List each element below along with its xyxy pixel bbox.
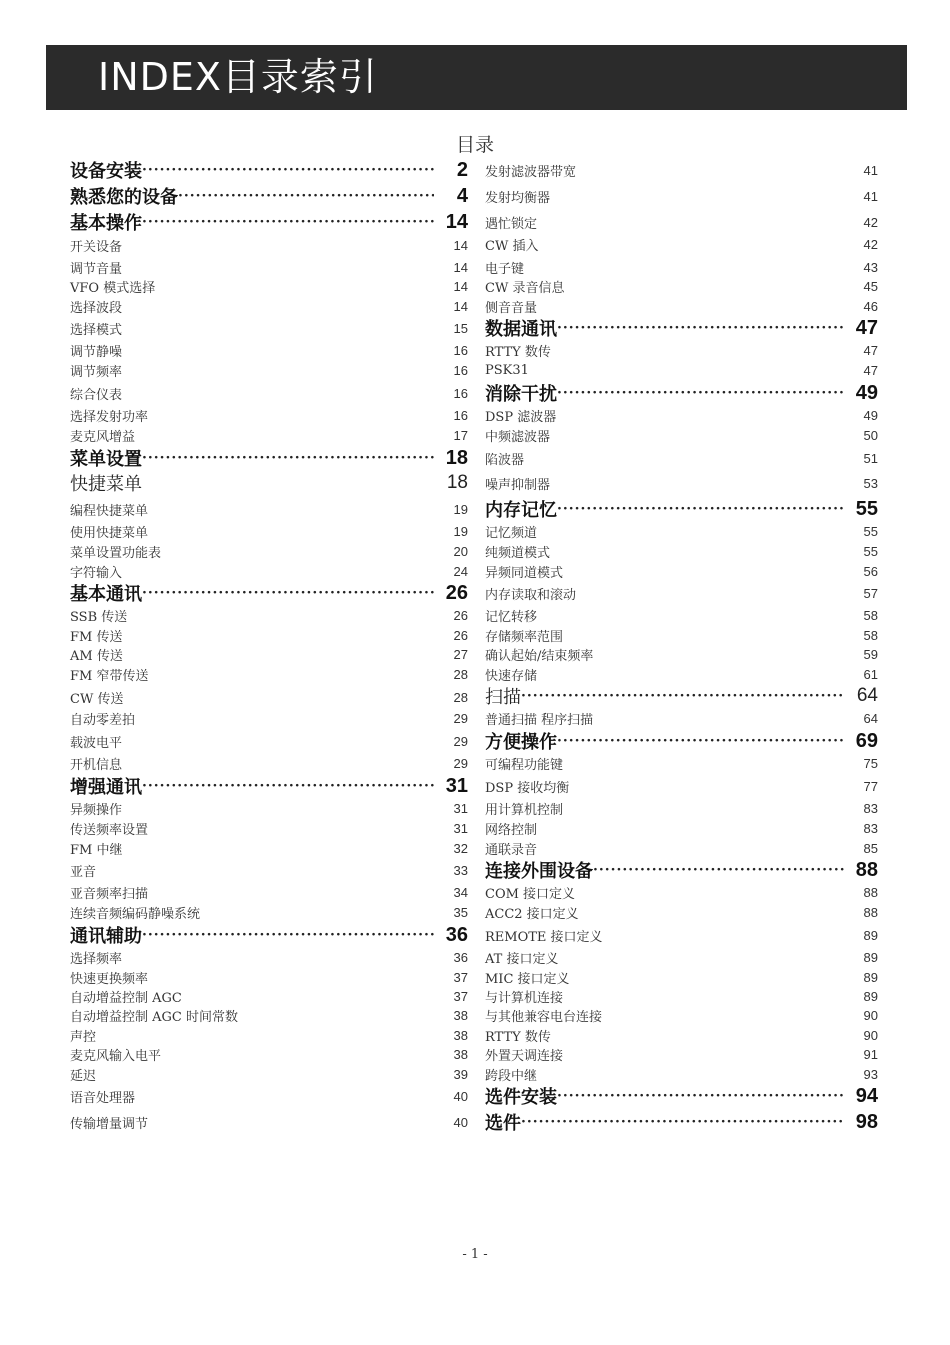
toc-entry-page: 29	[453, 733, 468, 749]
toc-entry	[70, 447, 468, 469]
toc-entry-label: CW 插入	[485, 238, 539, 254]
toc-entry-label: AM 传送	[70, 648, 123, 664]
toc-entry-page: 36	[453, 949, 468, 965]
toc-entry-page: 93	[863, 1066, 878, 1082]
toc-entry-label: 噪声抑制器	[485, 477, 551, 493]
page-number-footer: - 1 -	[462, 1247, 488, 1262]
toc-entry	[70, 730, 468, 752]
toc-title: 目录	[455, 134, 494, 156]
toc-entry-page: 18	[446, 472, 468, 493]
toc-entry-page: 17	[453, 427, 468, 443]
dot-leader	[142, 924, 434, 946]
toc-entry	[70, 946, 468, 968]
toc-entry	[485, 339, 878, 361]
toc-entry-label: 普通扫描 程序扫描	[485, 712, 594, 728]
toc-entry-page: 51	[863, 450, 878, 466]
toc-entry	[485, 560, 878, 582]
toc-entry-label: 快速存储	[485, 668, 538, 684]
toc-entry	[70, 424, 468, 446]
toc-entry-page: 50	[863, 427, 878, 443]
toc-entry-page: 46	[863, 298, 878, 314]
dot-leader	[142, 582, 434, 604]
toc-entry-label: 麦克风输入电平	[70, 1048, 162, 1064]
toc-entry-label: 亚音	[70, 864, 97, 880]
header-banner	[46, 45, 907, 110]
toc-entry	[70, 339, 468, 361]
toc-entry-label: 编程快捷菜单	[70, 503, 149, 519]
toc-entry-label: 开机信息	[70, 757, 123, 773]
toc-entry-page: 4	[456, 184, 468, 207]
toc-entry-label: 中频滤波器	[485, 429, 551, 445]
toc-entry-page: 38	[453, 1027, 468, 1043]
dot-leader	[142, 447, 434, 469]
toc-entry-page: 88	[863, 884, 878, 900]
toc-entry-page: 89	[863, 927, 878, 943]
toc-entry	[70, 663, 468, 685]
toc-entry-label: DSP 滤波器	[485, 409, 557, 425]
toc-entry-page: 49	[863, 407, 878, 423]
toc-entry-label: 异频同道模式	[485, 565, 564, 581]
toc-entry-label: 数据通讯	[485, 319, 557, 340]
dot-leader	[142, 211, 434, 233]
toc-entry-page: 90	[863, 1007, 878, 1023]
toc-entry-page: 40	[453, 1114, 468, 1130]
toc-entry-page: 42	[863, 236, 878, 252]
dot-leader	[142, 159, 434, 181]
toc-entry-label: 选件安装	[485, 1087, 557, 1108]
toc-entry-label: 记忆转移	[485, 609, 538, 625]
toc-entry	[70, 404, 468, 426]
toc-entry-label: 扫描	[485, 687, 521, 708]
toc-entry	[70, 185, 468, 207]
toc-entry-page: 19	[453, 523, 468, 539]
toc-entry	[485, 295, 878, 317]
toc-entry-page: 56	[863, 563, 878, 579]
toc-entry-label: 字符输入	[70, 565, 123, 581]
toc-entry-label: 异频操作	[70, 802, 123, 818]
dot-leader	[178, 185, 434, 207]
toc-entry	[485, 275, 878, 297]
toc-entry-page: 85	[863, 840, 878, 856]
toc-entry-label: 陷波器	[485, 452, 525, 468]
toc-entry-label: 延迟	[70, 1068, 97, 1084]
toc-entry-label: FM 中继	[70, 842, 123, 858]
toc-entry-label: 外置天调连接	[485, 1048, 564, 1064]
toc-entry	[485, 424, 878, 446]
toc-entry-label: 与其他兼容电台连接	[485, 1009, 603, 1025]
toc-entry-page: 14	[453, 298, 468, 314]
toc-entry-page: 43	[863, 259, 878, 275]
toc-entry-label: 发射均衡器	[485, 190, 551, 206]
toc-entry-page: 49	[855, 381, 878, 404]
toc-entry-page: 42	[863, 214, 878, 230]
dot-leader	[557, 730, 844, 752]
toc-entry-page: 89	[863, 949, 878, 965]
toc-entry-label: FM 窄带传送	[70, 668, 149, 684]
dot-leader	[557, 317, 844, 339]
toc-entry-label: 载波电平	[70, 735, 123, 751]
toc-entry-page: 90	[863, 1027, 878, 1043]
toc-entry	[70, 359, 468, 381]
toc-entry-label: AT 接口定义	[485, 951, 559, 967]
toc-entry-page: 75	[863, 755, 878, 771]
toc-entry	[70, 159, 468, 181]
toc-entry-label: 调节音量	[70, 261, 123, 277]
toc-entry	[485, 447, 878, 469]
toc-entry-label: 确认起始/结束频率	[485, 648, 594, 664]
toc-entry-label: 发射滤波器带宽	[485, 164, 577, 180]
toc-entry-label: 传输增量调节	[70, 1116, 149, 1132]
toc-entry-label: 设备安装	[70, 161, 142, 182]
toc-entry	[70, 1004, 468, 1026]
toc-entry-label: 菜单设置功能表	[70, 545, 162, 561]
toc-entry-page: 58	[863, 607, 878, 623]
toc-entry-label: PSK31	[485, 362, 529, 378]
toc-entry-label: MIC 接口定义	[485, 971, 570, 987]
toc-entry-page: 94	[855, 1084, 878, 1107]
toc-entry-page: 28	[453, 689, 468, 705]
dot-leader	[521, 1111, 844, 1133]
toc-entry	[70, 817, 468, 839]
toc-entry	[70, 881, 468, 903]
toc-entry	[70, 472, 468, 494]
toc-entry-label: 存储频率范围	[485, 629, 564, 645]
toc-entry-label: 调节静噪	[70, 344, 123, 360]
toc-entry-page: 57	[863, 585, 878, 601]
toc-entry-page: 32	[453, 840, 468, 856]
toc-entry-label: 用计算机控制	[485, 802, 564, 818]
toc-entry-label: RTTY 数传	[485, 344, 551, 360]
toc-entry-page: 26	[453, 627, 468, 643]
toc-entry	[70, 295, 468, 317]
toc-entry-label: 菜单设置	[70, 449, 142, 470]
toc-entry-page: 15	[453, 320, 468, 336]
toc-entry	[485, 643, 878, 665]
toc-entry	[70, 901, 468, 923]
toc-entry-label: 传送频率设置	[70, 822, 149, 838]
toc-entry-page: 47	[863, 342, 878, 358]
toc-entry-label: 选择发射功率	[70, 409, 149, 425]
toc-entry	[70, 540, 468, 562]
toc-entry-label: 开关设备	[70, 239, 123, 255]
toc-entry	[70, 560, 468, 582]
toc-entry	[485, 317, 878, 339]
toc-entry	[485, 233, 878, 255]
toc-entry	[70, 859, 468, 881]
toc-entry-page: 53	[863, 475, 878, 491]
toc-entry-page: 18	[445, 446, 468, 469]
toc-entry	[485, 946, 878, 968]
toc-entry	[70, 382, 468, 404]
toc-entry	[485, 881, 878, 903]
toc-entry	[485, 582, 878, 604]
toc-entry-page: 31	[453, 800, 468, 816]
toc-entry-label: 纯频道模式	[485, 545, 551, 561]
dot-leader	[557, 1085, 844, 1107]
toc-entry-page: 58	[863, 627, 878, 643]
toc-entry-label: ACC2 接口定义	[485, 906, 579, 922]
toc-entry-page: 45	[863, 278, 878, 294]
toc-entry-page: 61	[863, 666, 878, 682]
toc-entry	[485, 837, 878, 859]
toc-entry-label: FM 传送	[70, 629, 123, 645]
toc-entry-label: 记忆频道	[485, 525, 538, 541]
toc-entry	[70, 604, 468, 626]
toc-entry-page: 28	[453, 666, 468, 682]
toc-entry-label: 与计算机连接	[485, 990, 564, 1006]
toc-entry	[70, 234, 468, 256]
toc-entry	[485, 797, 878, 819]
toc-entry-label: 声控	[70, 1029, 97, 1045]
toc-entry-page: 27	[453, 646, 468, 662]
toc-entry	[485, 404, 878, 426]
toc-entry-page: 83	[863, 820, 878, 836]
toc-entry-label: 通联录音	[485, 842, 538, 858]
toc-entry	[70, 498, 468, 520]
toc-entry-label: 跨段中继	[485, 1068, 538, 1084]
toc-entry-page: 20	[453, 543, 468, 559]
toc-entry-label: 连接外围设备	[485, 861, 593, 882]
toc-entry	[70, 1085, 468, 1107]
toc-entry-label: 选择频率	[70, 951, 123, 967]
toc-entry-label: 通讯辅助	[70, 926, 142, 947]
toc-entry-page: 41	[863, 162, 878, 178]
toc-entry	[485, 498, 878, 520]
toc-entry-page: 38	[453, 1046, 468, 1062]
toc-entry	[485, 1085, 878, 1107]
toc-entry-page: 14	[453, 259, 468, 275]
toc-entry	[485, 817, 878, 839]
toc-entry	[485, 520, 878, 542]
toc-entry-label: DSP 接收均衡	[485, 780, 570, 796]
toc-entry-page: 36	[445, 923, 468, 946]
toc-entry-label: SSB 传送	[70, 609, 128, 625]
toc-entry-page: 47	[855, 316, 878, 339]
toc-entry-page: 19	[453, 501, 468, 517]
toc-entry-label: REMOTE 接口定义	[485, 929, 603, 945]
toc-entry-label: 增强通讯	[70, 777, 142, 798]
toc-entry	[485, 1004, 878, 1026]
toc-entry-label: 语音处理器	[70, 1090, 136, 1106]
toc-entry-page: 40	[453, 1088, 468, 1104]
toc-entry-page: 47	[863, 362, 878, 378]
toc-entry-label: 选择波段	[70, 300, 123, 316]
toc-entry-page: 29	[453, 710, 468, 726]
toc-entry-page: 16	[453, 385, 468, 401]
toc-entry-page: 2	[456, 158, 468, 181]
toc-entry-label: 方便操作	[485, 732, 557, 753]
toc-entry-label: 调节频率	[70, 364, 123, 380]
toc-entry	[70, 707, 468, 729]
toc-entry	[485, 540, 878, 562]
toc-entry-page: 26	[453, 607, 468, 623]
toc-entry-label: 连续音频编码静噪系统	[70, 906, 201, 922]
toc-entry-label: VFO 模式选择	[70, 280, 156, 296]
toc-entry	[70, 1043, 468, 1065]
toc-entry-page: 37	[453, 969, 468, 985]
toc-entry-page: 41	[863, 188, 878, 204]
toc-entry-page: 55	[863, 543, 878, 559]
toc-entry	[485, 1063, 878, 1085]
toc-entry-page: 26	[445, 581, 468, 604]
toc-entry-label: 消除干扰	[485, 384, 557, 405]
toc-entry	[485, 472, 878, 494]
toc-entry	[70, 797, 468, 819]
toc-entry-page: 31	[453, 820, 468, 836]
toc-entry-page: 55	[855, 497, 878, 520]
toc-entry-label: CW 传送	[70, 691, 124, 707]
toc-entry	[70, 924, 468, 946]
toc-entry-page: 89	[863, 969, 878, 985]
header-title: INDEX目录索引	[98, 55, 378, 99]
toc-entry-page: 37	[453, 988, 468, 1004]
toc-entry-page: 14	[453, 278, 468, 294]
toc-entry	[485, 359, 878, 381]
toc-entry	[70, 1111, 468, 1133]
toc-entry-page: 59	[863, 646, 878, 662]
toc-entry	[485, 775, 878, 797]
toc-entry	[485, 211, 878, 233]
dot-leader	[521, 685, 844, 707]
toc-entry-label: 使用快捷菜单	[70, 525, 149, 541]
toc-entry	[485, 159, 878, 181]
toc-entry-page: 14	[453, 237, 468, 253]
toc-entry-page: 31	[445, 774, 468, 797]
toc-entry-page: 35	[453, 904, 468, 920]
toc-entry	[70, 211, 468, 233]
toc-entry	[485, 752, 878, 774]
toc-entry-page: 89	[863, 988, 878, 1004]
toc-entry	[70, 520, 468, 542]
toc-entry-page: 39	[453, 1066, 468, 1082]
toc-entry-label: 自动零差拍	[70, 712, 136, 728]
toc-entry-page: 91	[863, 1046, 878, 1062]
toc-entry-page: 88	[855, 858, 878, 881]
toc-entry-label: 亚音频率扫描	[70, 886, 149, 902]
toc-entry	[70, 582, 468, 604]
toc-entry	[485, 604, 878, 626]
toc-entry	[485, 685, 878, 707]
toc-entry-page: 64	[856, 685, 878, 706]
toc-entry	[485, 382, 878, 404]
toc-entry	[70, 752, 468, 774]
toc-entry-label: RTTY 数传	[485, 1029, 551, 1045]
toc-entry-label: 选择模式	[70, 322, 123, 338]
toc-entry-page: 77	[863, 778, 878, 794]
toc-entry-page: 33	[453, 862, 468, 878]
toc-entry-page: 88	[863, 904, 878, 920]
toc-entry-label: 自动增益控制 AGC	[70, 990, 182, 1006]
toc-entry	[70, 275, 468, 297]
toc-entry-label: 内存读取和滚动	[485, 587, 577, 603]
toc-entry-label: 选件	[485, 1113, 521, 1134]
dot-leader	[142, 775, 434, 797]
toc-entry-label: 麦克风增益	[70, 429, 136, 445]
dot-leader	[593, 859, 844, 881]
toc-entry-page: 34	[453, 884, 468, 900]
toc-entry-label: 网络控制	[485, 822, 538, 838]
toc-entry	[485, 1111, 878, 1133]
toc-entry-page: 83	[863, 800, 878, 816]
toc-entry-label: 自动增益控制 AGC 时间常数	[70, 1009, 238, 1025]
toc-entry	[70, 643, 468, 665]
toc-entry-page: 69	[855, 729, 878, 752]
toc-entry	[485, 185, 878, 207]
toc-entry	[70, 317, 468, 339]
toc-entry-label: 快捷菜单	[70, 474, 142, 495]
toc-entry-label: 基本操作	[70, 213, 142, 234]
toc-entry	[485, 707, 878, 729]
toc-entry-page: 16	[453, 407, 468, 423]
toc-entry-label: 综合仪表	[70, 387, 123, 403]
toc-entry-label: 内存记忆	[485, 500, 557, 521]
toc-entry-label: 可编程功能键	[485, 757, 564, 773]
toc-entry-page: 24	[453, 563, 468, 579]
toc-entry-label: 遇忙锁定	[485, 216, 538, 232]
toc-entry-label: 快速更换频率	[70, 971, 149, 987]
toc-entry-label: 电子键	[485, 261, 525, 277]
toc-entry	[485, 730, 878, 752]
toc-entry-page: 38	[453, 1007, 468, 1023]
toc-entry-page: 64	[863, 710, 878, 726]
dot-leader	[557, 498, 844, 520]
toc-entry-label: COM 接口定义	[485, 886, 576, 902]
toc-entry	[485, 901, 878, 923]
toc-entry	[70, 837, 468, 859]
dot-leader	[557, 382, 844, 404]
toc-entry-label: CW 录音信息	[485, 280, 565, 296]
toc-entry	[70, 775, 468, 797]
toc-entry-page: 29	[453, 755, 468, 771]
toc-entry-page: 16	[453, 342, 468, 358]
toc-entry	[485, 924, 878, 946]
toc-entry-label: 基本通讯	[70, 584, 142, 605]
toc-entry-label: 熟悉您的设备	[70, 187, 178, 208]
toc-entry-page: 16	[453, 362, 468, 378]
toc-entry	[485, 663, 878, 685]
toc-entry	[485, 1043, 878, 1065]
toc-entry-page: 55	[863, 523, 878, 539]
toc-entry	[70, 686, 468, 708]
toc-entry-label: 侧音音量	[485, 300, 538, 316]
toc-entry-page: 14	[445, 210, 468, 233]
toc-entry-page: 98	[855, 1110, 878, 1133]
toc-entry	[70, 1063, 468, 1085]
toc-entry	[485, 859, 878, 881]
